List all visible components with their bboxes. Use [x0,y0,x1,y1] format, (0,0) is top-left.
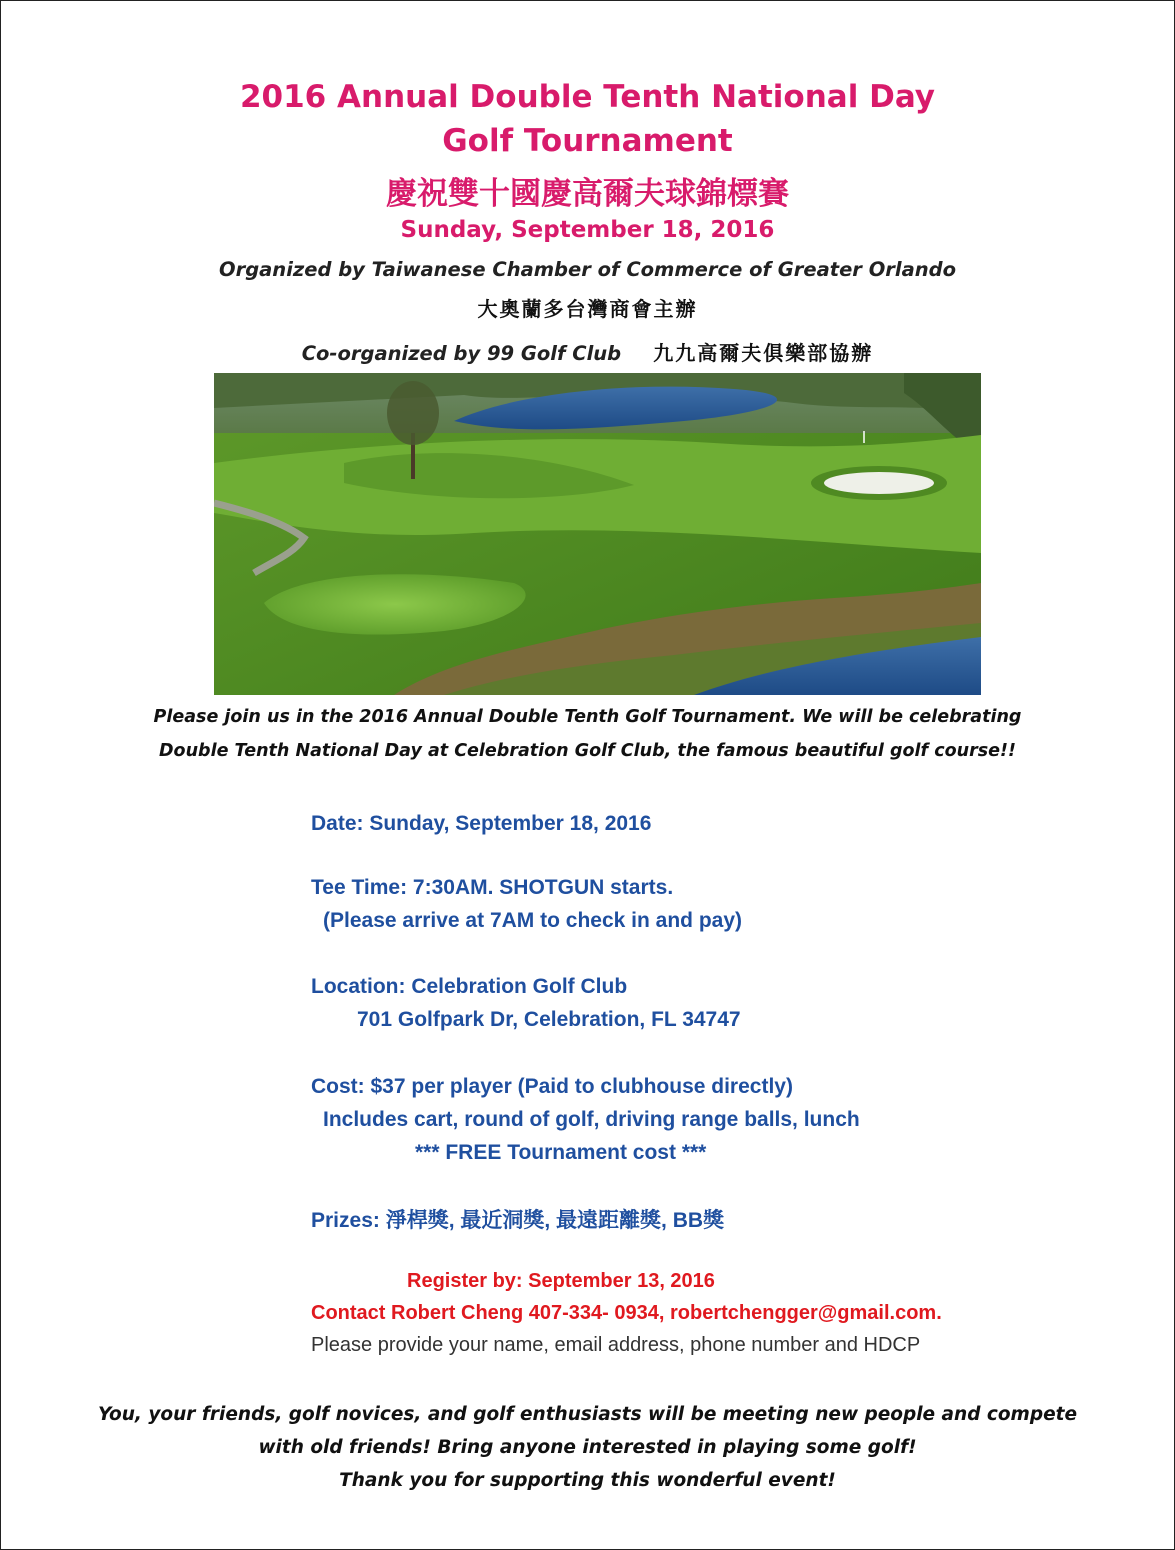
golf-course-photo [214,373,981,695]
closing-line-2: with old friends! Bring anyone interested in playing some golf! [258,1437,917,1458]
detail-address: 701 Golfpark Dr, Celebration, FL 34747 [357,1008,741,1031]
title-line-2: Golf Tournament [442,123,733,159]
detail-free: *** FREE Tournament cost *** [415,1141,707,1164]
prize-bb-suffix: 獎 [703,1207,725,1232]
title-chinese: 慶祝雙十國慶高爾夫球錦標賽 [386,176,789,212]
provide-info: Please provide your name, email address, phone number and HDCP [311,1334,921,1356]
intro-line-2: Double Tenth National Day at Celebration Golf Club, the famous beautiful golf course!! [159,741,1016,761]
detail-tee-note: (Please arrive at 7AM to check in and pay) [323,909,742,932]
intro-line-1: Please join us in the 2016 Annual Double Tenth Golf Tournament. We will be celebrating [153,707,1022,727]
detail-date: Date: Sunday, September 18, 2016 [311,812,652,835]
detail-includes: Includes cart, round of golf, driving range balls, lunch [323,1108,860,1131]
title-line-1: 2016 Annual Double Tenth National Day [239,79,936,115]
prize-net: 淨桿獎 [385,1207,449,1232]
event-date-heading: Sunday, September 18, 2016 [400,217,775,243]
organizer-chinese: 大奧蘭多台灣商會主辦 [477,297,698,321]
register-by: Register by: September 13, 2016 [407,1270,715,1292]
coorganizer-line [1,337,1174,366]
prize-longest-drive: 最遠距離獎 [556,1207,662,1232]
detail-tee-time: Tee Time: 7:30AM. SHOTGUN starts. [311,876,674,899]
contact: Contact Robert Cheng 407-334- 0934, robertchengger@gmail.com. [311,1302,942,1324]
closing-line-1: You, your friends, golf novices, and golf enthusiasts will be meeting new people and compete [97,1404,1078,1425]
prizes-label: Prizes: [311,1209,386,1232]
prize-closest-to-pin: 最近洞獎 [460,1207,545,1232]
coorganizer-chinese: 九九高爾夫俱樂部協辦 [653,341,874,365]
detail-cost: Cost: $37 per player (Paid to clubhouse directly) [311,1075,793,1098]
detail-location: Location: Celebration Golf Club [311,975,628,998]
organizer: Organized by Taiwanese Chamber of Commerce of Greater Orlando [219,258,956,281]
prize-bb-prefix: BB [672,1209,704,1232]
closing-line-3: Thank you for supporting this wonderful event! [339,1470,836,1491]
detail-prizes: Prizes: 淨桿獎, 最近洞獎, 最遠距離獎, BB獎 [311,1207,725,1232]
coorganizer: Co-organized by 99 Golf Club [301,342,622,365]
